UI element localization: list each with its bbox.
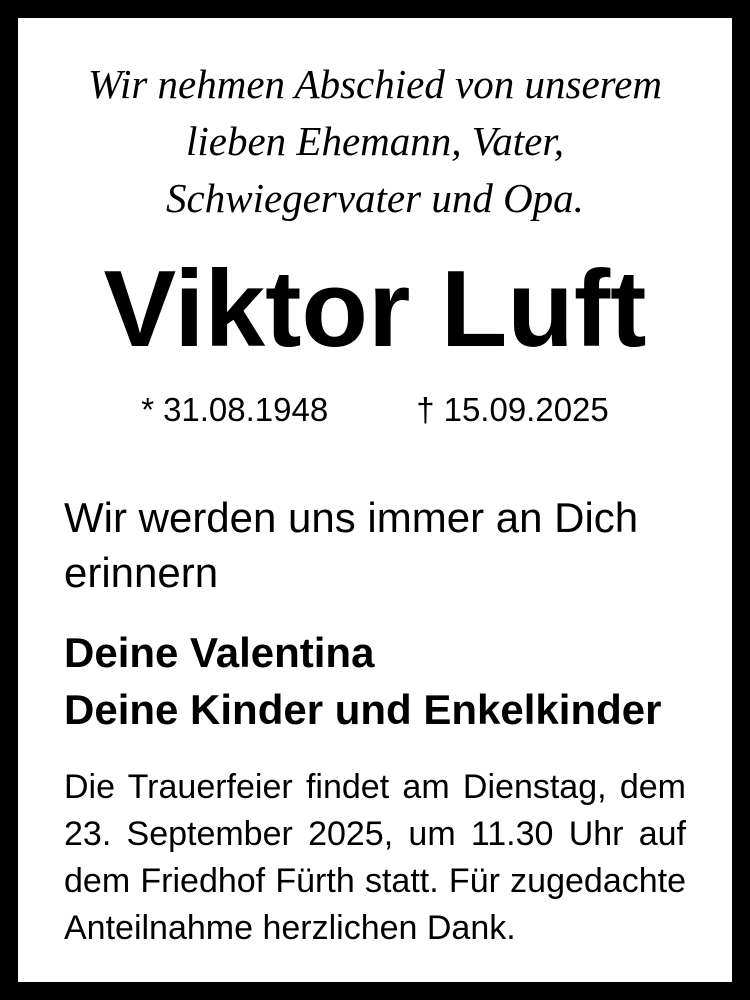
intro-text: [64, 56, 686, 227]
death-date: [416, 390, 609, 430]
death-cross-symbol: †: [416, 391, 435, 428]
intro-line-3: Schwiegervater und Opa.: [166, 175, 584, 221]
remembrance-line-2: erinnern: [64, 549, 219, 596]
mourner-line-1: Deine Valentina: [64, 629, 375, 676]
death-date-value: 15.09.2025: [443, 391, 609, 428]
life-dates: [64, 390, 686, 430]
deceased-name: Viktor Luft: [103, 248, 647, 370]
intro-line-1: Wir nehmen Abschied von unserem: [88, 61, 662, 107]
birth-date: [141, 390, 328, 430]
mourner-line-2: Deine Kinder und Enkelkinder: [64, 686, 662, 733]
funeral-line-1: Die Trauerfeier findet am Dienstag, dem: [64, 768, 686, 806]
mourners-names: [64, 624, 686, 738]
funeral-line-2: 23. September 2025, um 11.30 Uhr auf: [64, 815, 686, 853]
funeral-info: [64, 764, 686, 952]
remembrance-line-1: Wir werden uns immer an Dich: [64, 494, 639, 541]
birth-date-value: 31.08.1948: [163, 391, 329, 428]
birth-star-symbol: *: [141, 391, 155, 428]
intro-line-2: lieben Ehemann, Vater,: [185, 118, 565, 164]
funeral-line-3: dem Friedhof Fürth statt. Für zugedachte: [64, 862, 686, 900]
remembrance-text: [64, 490, 686, 600]
funeral-line-4: Anteilnahme herzlichen Dank.: [64, 909, 516, 947]
